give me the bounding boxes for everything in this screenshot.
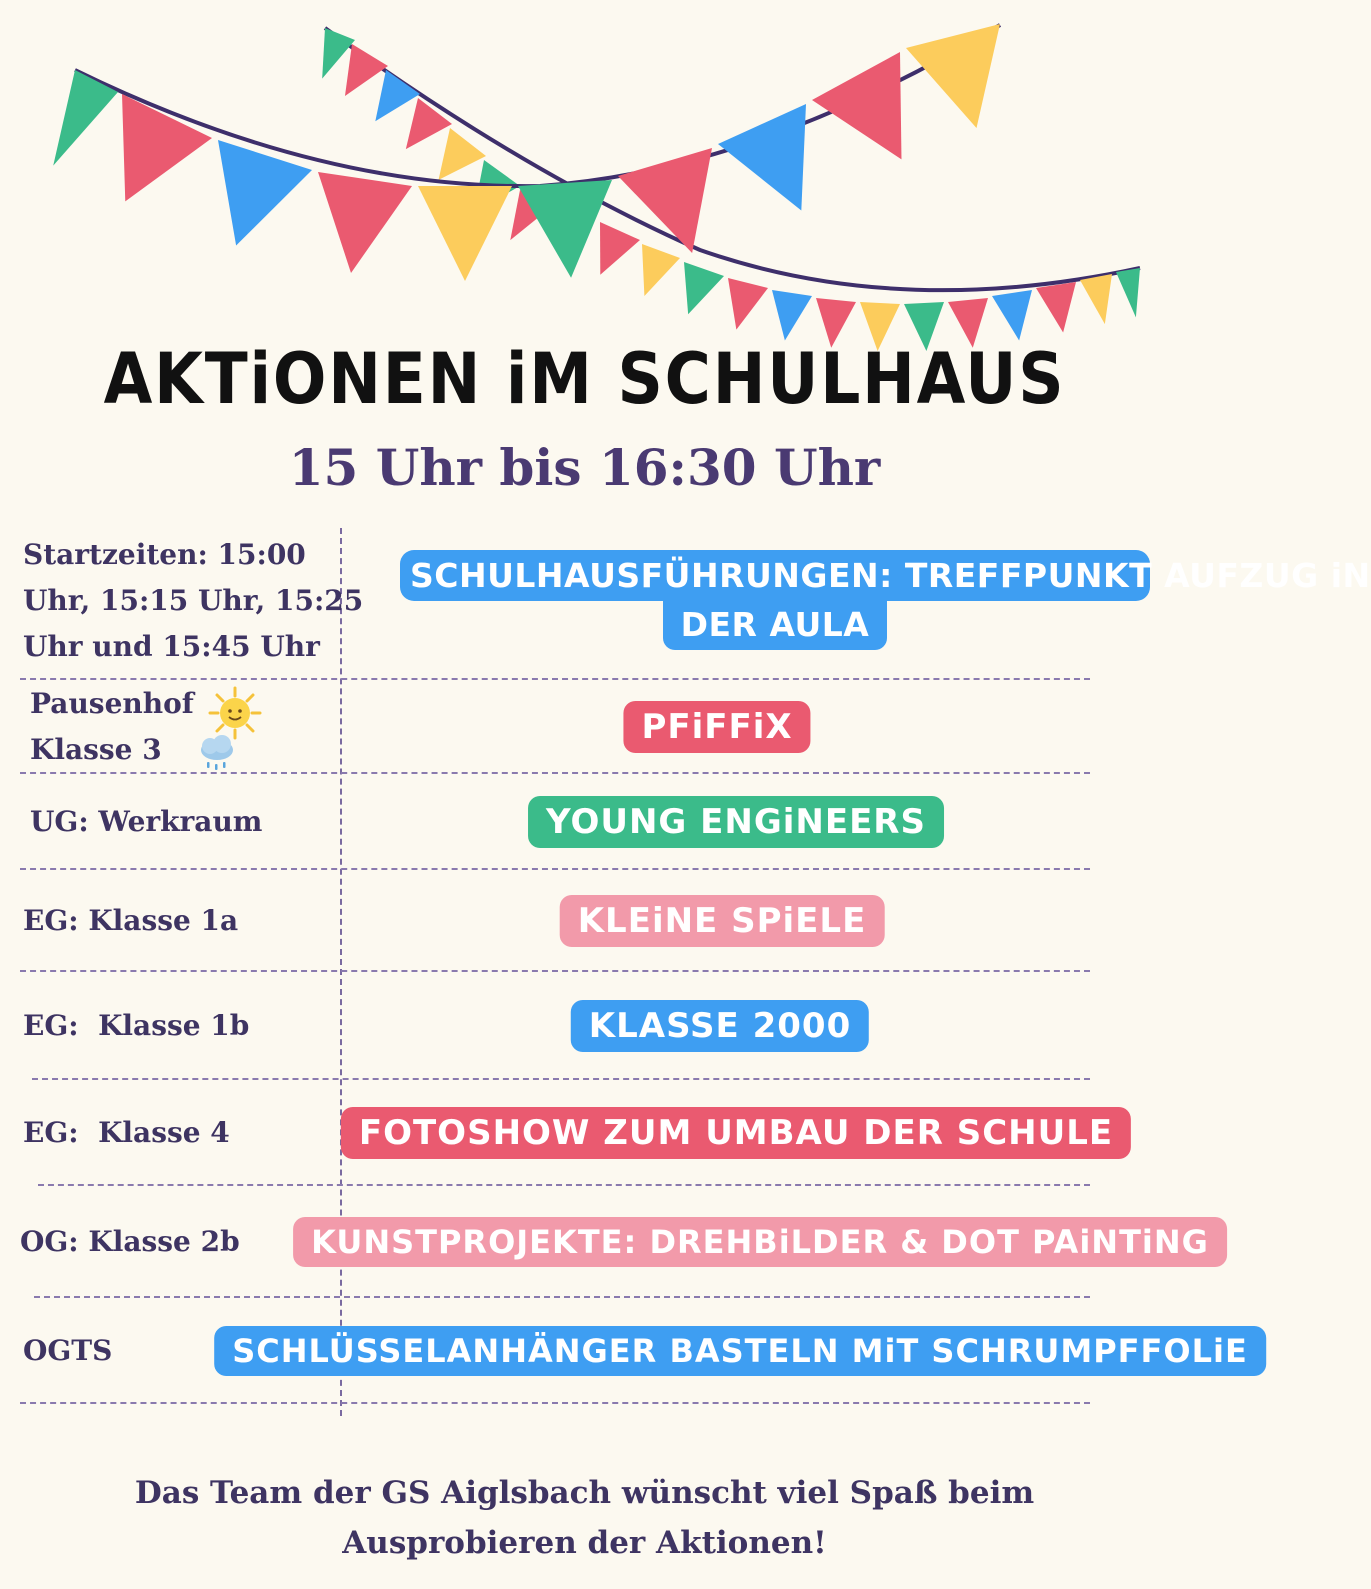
activity-badge: KLEiNE SPiELE [560,895,885,947]
activity-badge: PFiFFiX [623,701,810,753]
pennant-flag [772,290,812,340]
pennant-flag [600,222,640,275]
time-range: 15 Uhr bis 16:30 Uhr [288,438,881,497]
page-title: AKTiONEN iM SCHULHAUS [103,338,1066,420]
activity-badge: KLASSE 2000 [571,1000,869,1052]
rain-cloud-icon [195,734,239,774]
schedule-row [20,1186,1209,1298]
schedule-row [20,774,1150,870]
schedule-row [20,972,1150,1080]
location-label: Startzeiten: 15:00 Uhr, 15:15 Uhr, 15:25 Uhr und 15:45 Uhr [23,538,364,663]
location-label: EG: Klasse 1b [23,1009,250,1042]
location-label: EG: Klasse 1a [23,904,239,937]
location-label: Pausenhof Klasse 3 [30,687,194,766]
schedule-row [20,680,1150,774]
pennant-flag [439,128,486,180]
schedule-row [20,522,1371,680]
location-label: EG: Klasse 4 [23,1116,230,1149]
pennant-flag [418,186,512,281]
pennant-flag [684,262,724,314]
pennant-flag [642,244,680,296]
pennant-flag [906,24,1000,128]
location-label: OGTS [23,1334,113,1367]
activity-badge: KUNSTPROJEKTE: DREHBiLDER & DOT PAiNTiNG [293,1217,1227,1267]
pennant-flag [718,104,806,210]
activity-badge: SCHLÜSSELANHÄNGER BASTELN MiT SCHRUMPFFOLiE [214,1326,1266,1376]
pennant-flag [992,290,1032,340]
pennant-flag [518,180,612,278]
activity-badge: YOUNG ENGiNEERS [528,796,944,848]
schedule-row [20,870,1150,972]
schedule-row [20,1298,1248,1404]
footer-message: Das Team der GS Aiglsbach wünscht viel Spaß beim Ausprobieren der Aktionen! [134,1475,1035,1561]
pennant-flag [1036,282,1076,332]
row-separator [20,1402,1090,1404]
sun-icon [208,686,262,740]
activity-badge: FOTOSHOW ZUM UMBAU DER SCHULE [341,1107,1131,1159]
pennant-flag [345,44,388,96]
pennant-flag [1080,274,1112,324]
pennant-flag [728,278,768,330]
pennant-flag [318,172,412,273]
bunting-decoration [0,0,1169,330]
pennant-flag [812,52,901,159]
schedule-row [20,1080,1150,1186]
pennant-flag [406,98,452,149]
location-label: OG: Klasse 2b [20,1225,240,1258]
activity-badge: SCHULHAUSFÜHRUNGEN: TREFFPUNKT AUFZUG iN DER AULA [400,550,1150,650]
location-label: UG: Werkraum [30,805,263,838]
pennant-flag [1116,268,1140,317]
